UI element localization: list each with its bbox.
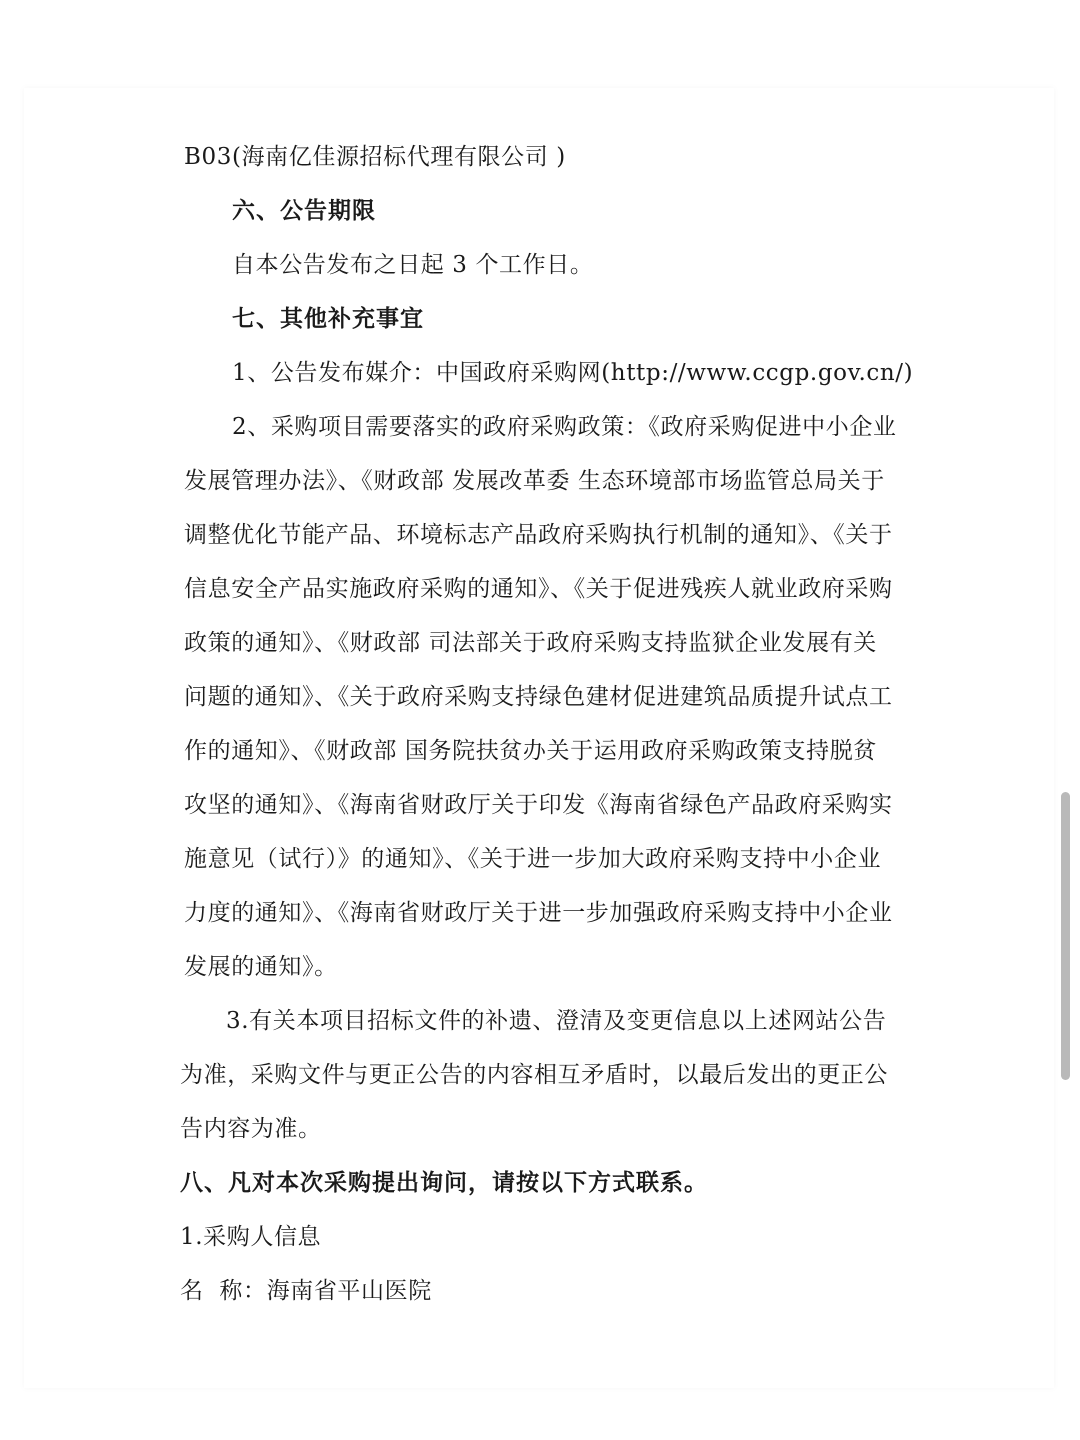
policy-paragraph-line: 问题的通知》、《关于政府采购支持绿色建材促进建筑品质提升试点工 <box>184 684 893 710</box>
policy-paragraph-line: 2、采购项目需要落实的政府采购政策：《政府采购促进中小企业 <box>232 414 897 440</box>
policy-paragraph-line: 施意见（试行）》的通知》、《关于进一步加大政府采购支持中小企业 <box>184 846 882 872</box>
policy-paragraph-line: 发展管理办法》、《财政部 发展改革委 生态环境部市场监管总局关于 <box>184 468 885 494</box>
clarification-paragraph-line: 3.有关本项目招标文件的补遗、澄清及变更信息以上述网站公告 <box>226 1008 887 1034</box>
policy-paragraph-line: 作的通知》、《财政部 国务院扶贫办关于运用政府采购政策支持脱贫 <box>184 738 877 764</box>
purchaser-info-heading: 1.采购人信息 <box>180 1224 322 1250</box>
policy-paragraph-line: 发展的通知》。 <box>184 954 338 980</box>
announcement-period-text: 自本公告发布之日起 3 个工作日。 <box>232 252 594 278</box>
vertical-scrollbar[interactable] <box>1061 792 1070 1080</box>
policy-paragraph-line: 信息安全产品实施政府采购的通知》、《关于促进残疾人就业政府采购 <box>184 576 893 602</box>
section-eight-heading: 八、凡对本次采购提出询问，请按以下方式联系。 <box>180 1169 708 1196</box>
policy-paragraph-line: 力度的通知》、《海南省财政厅关于进一步加强政府采购支持中小企业 <box>184 900 893 926</box>
agency-code-line: B03(海南亿佳源招标代理有限公司 ) <box>184 144 566 170</box>
section-seven-heading: 七、其他补充事宜 <box>232 305 424 332</box>
clarification-paragraph-line: 告内容为准。 <box>180 1116 322 1142</box>
purchaser-name-line: 名 称：海南省平山医院 <box>180 1278 432 1304</box>
section-six-heading: 六、公告期限 <box>232 197 376 224</box>
policy-paragraph-line: 攻坚的通知》、《海南省财政厅关于印发《海南省绿色产品政府采购实 <box>184 792 893 818</box>
policy-paragraph-line: 政策的通知》、《财政部 司法部关于政府采购支持监狱企业发展有关 <box>184 630 877 656</box>
publication-media-line: 1、公告发布媒介：中国政府采购网(http://www.ccgp.gov.cn/) <box>232 360 914 386</box>
clarification-paragraph-line: 为准，采购文件与更正公告的内容相互矛盾时，以最后发出的更正公 <box>180 1062 888 1088</box>
policy-paragraph-line: 调整优化节能产品、环境标志产品政府采购执行机制的通知》、《关于 <box>184 522 893 548</box>
